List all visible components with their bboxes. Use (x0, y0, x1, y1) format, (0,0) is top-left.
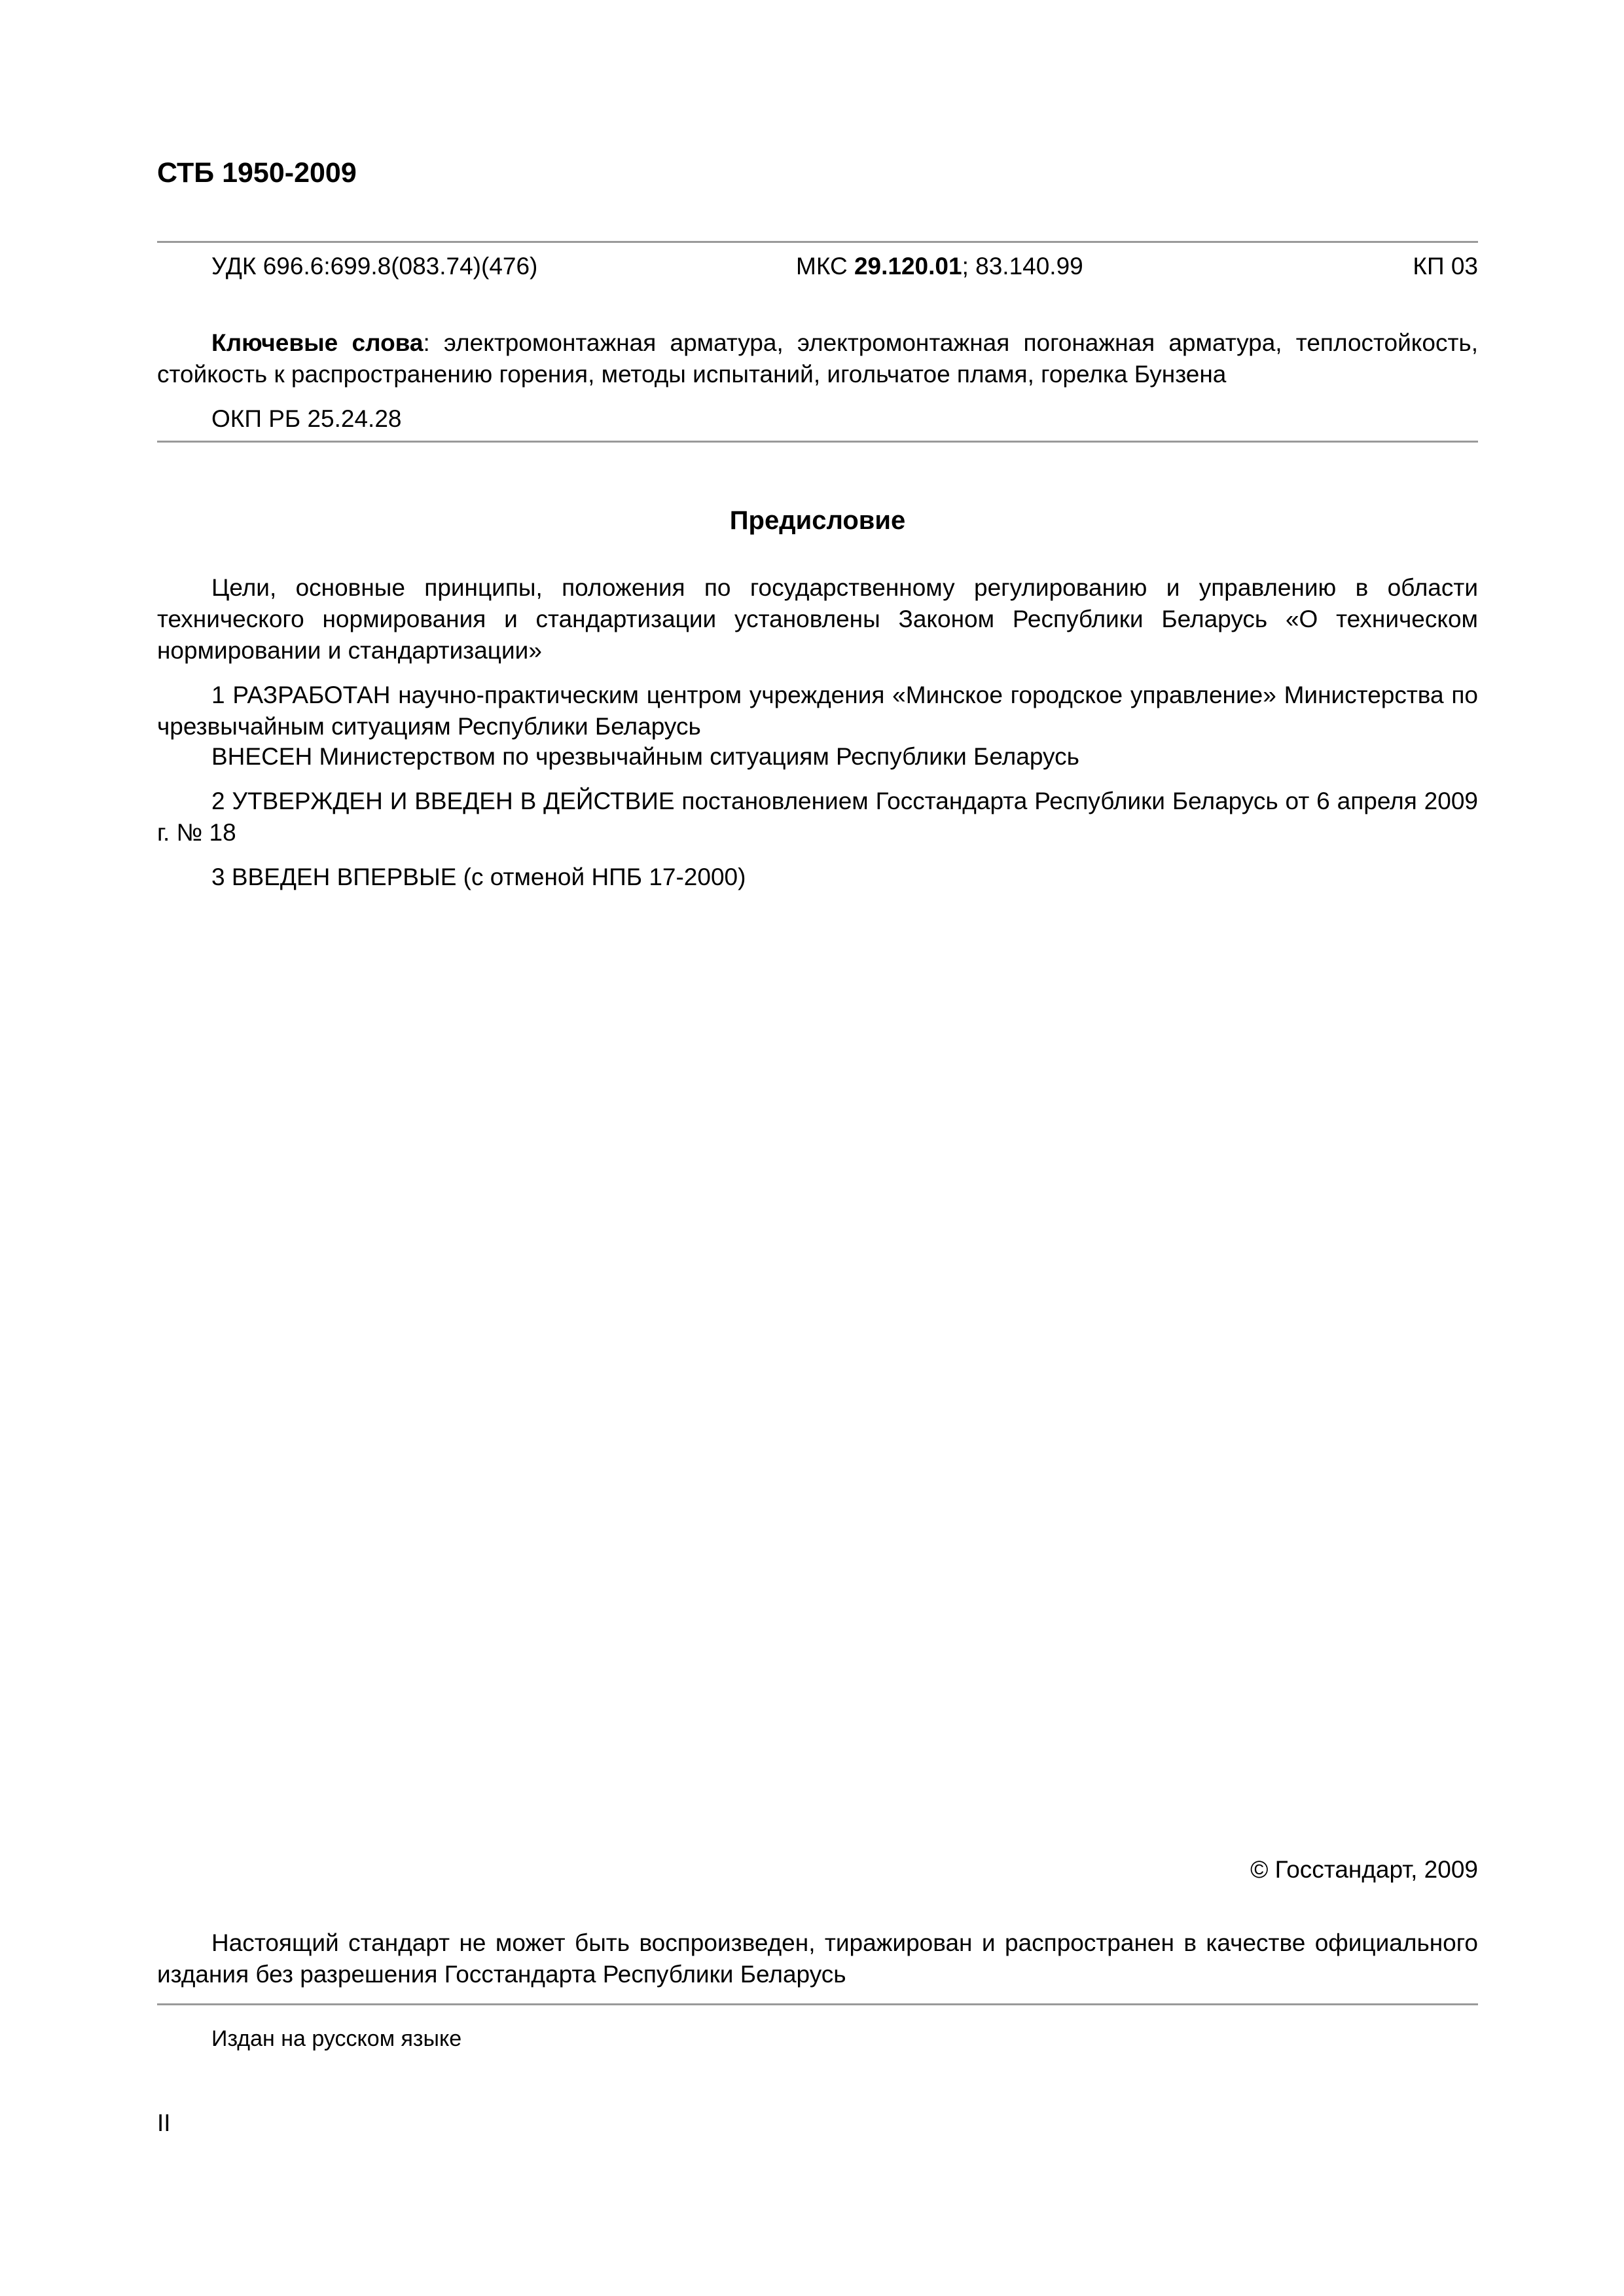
top-divider (157, 241, 1478, 243)
reproduction-notice: Настоящий стандарт не может быть воспроизведен, тиражирован и распространен в качестве официального издания без разрешения Госстандарта Республики Беларусь (157, 1929, 1478, 1988)
mks-primary: 29.120.01 (854, 253, 962, 280)
foreword-item-1-submitted: ВНЕСЕН Министерством по чрезвычайным ситуациям Республики Беларусь (211, 743, 1079, 770)
keywords-divider (157, 441, 1478, 443)
foreword-item-2: 2 УТВЕРЖДЕН И ВВЕДЕН В ДЕЙСТВИЕ постановлением Госстандарта Республики Беларусь от 6 апреля 2009 г. № 18 (157, 788, 1478, 846)
keywords-paragraph (157, 327, 1478, 390)
foreword-intro: Цели, основные принципы, положения по государственному регулированию и управлению в области технического нормирования и стандартизации установлены Законом Республики Беларусь «О техническом нормировании и стандартизации» (157, 574, 1478, 664)
page-number: II (157, 2109, 171, 2136)
mks-prefix: МКС (796, 253, 854, 280)
mks-secondary: ; 83.140.99 (962, 253, 1083, 280)
okp-code: ОКП РБ 25.24.28 (211, 405, 402, 432)
footer-divider (157, 2003, 1478, 2005)
foreword-item-1: 1 РАЗРАБОТАН научно-практическим центром учреждения «Минское городское управление» Министерства по чрезвычайным ситуациям Республики Беларусь (157, 682, 1478, 740)
document-code: СТБ 1950-2009 (157, 157, 357, 189)
kp-code: КП 03 (1413, 253, 1478, 280)
keywords-separator: : (423, 329, 430, 356)
foreword-item-3: 3 ВВЕДЕН ВПЕРВЫЕ (с отменой НПБ 17-2000) (211, 864, 746, 890)
foreword-title: Предисловие (729, 506, 906, 535)
udk-code: УДК 696.6:699.8(083.74)(476) (211, 253, 538, 280)
publication-language: Издан на русском языке (211, 2026, 462, 2051)
keywords-label: Ключевые слова (211, 329, 424, 356)
mks-code (796, 251, 1083, 282)
keywords-text: электромонтажная арматура, электромонтажная погонажная арматура, теплостойкость, стойкость к распространению горения, методы испытаний, игольчатое пламя, горелка Бунзена (157, 329, 1478, 388)
copyright: © Госстандарт, 2009 (1250, 1856, 1478, 1883)
